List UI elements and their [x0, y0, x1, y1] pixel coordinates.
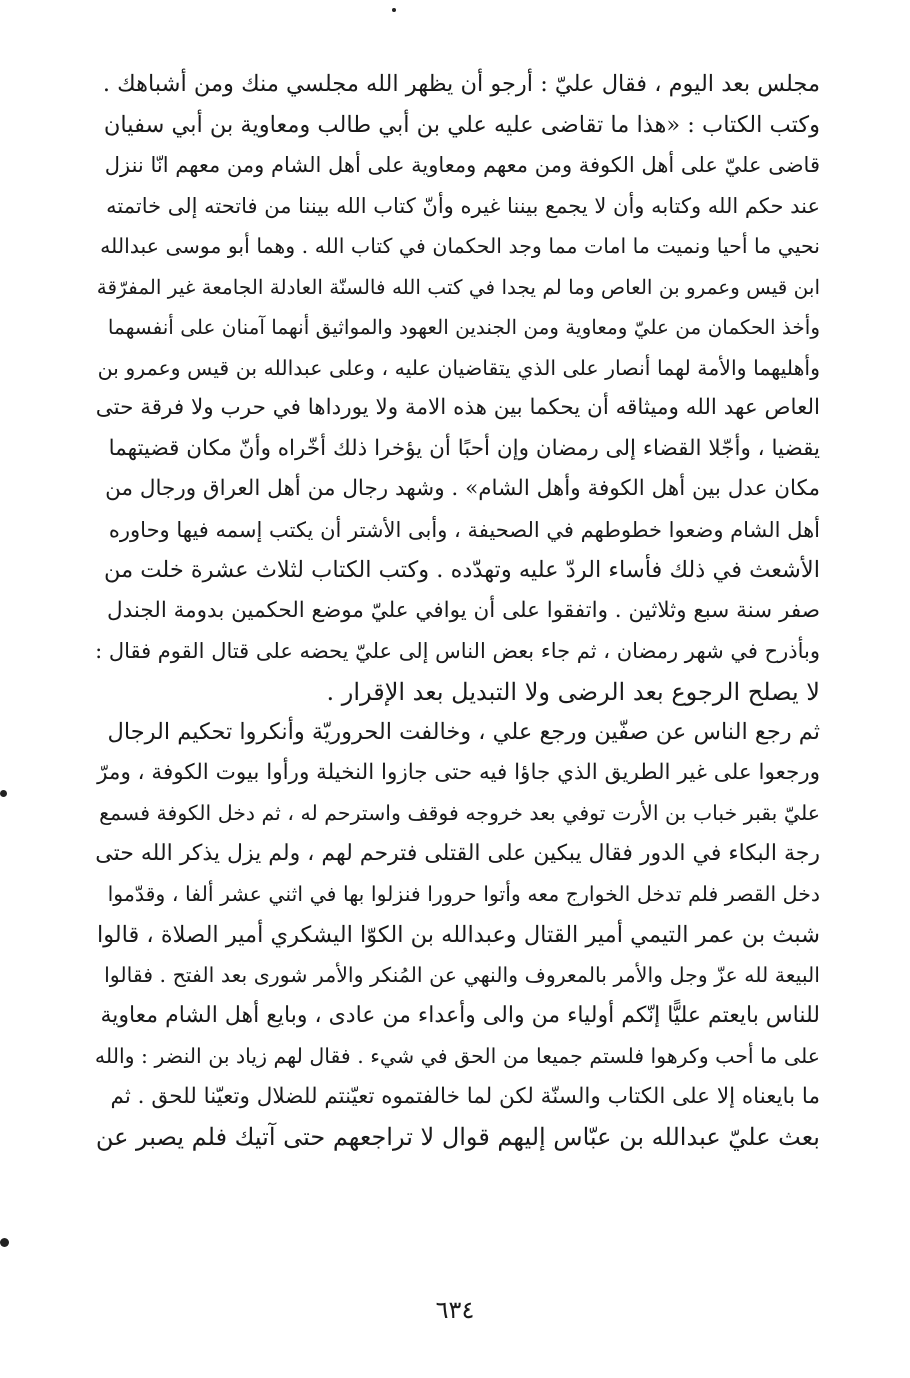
text-line: مكان عدل بين أهل الكوفة وأهل الشام» . وشهد رجال من أهل العراق ورجال من: [105, 476, 820, 501]
body-text: [95, 64, 820, 1158]
text-line: نحيي ما أحيا ونميت ما امات مما وجد الحكمان في كتاب الله . وهما أبو موسى عبدالله: [100, 234, 820, 258]
text-line: لا يصلح الرجوع بعد الرضى ولا التبديل بعد الإقرار .: [326, 677, 820, 706]
text-line: وبأذرح في شهر رمضان ، ثم جاء بعض الناس إلى عليّ يحضه على قتال القوم فقال :: [95, 639, 820, 663]
text-line: العاص عهد الله وميثاقه أن يحكما بين هذه الامة ولا يورداها في حرب ولا فرقة حتى: [95, 395, 820, 420]
text-line: عليّ بقبر خباب بن الأرت توفي بعد خروجه فوقف واسترحم له ، ثم دخل الكوفة فسمع: [99, 801, 820, 825]
text-line: قاضى عليّ على أهل الكوفة ومن معهم ومعاوية على أهل الشام ومن معهم انّا ننزل: [104, 153, 820, 177]
text-line: أهل الشام وضعوا خطوطهم في الصحيفة ، وأبى الأشتر أن يكتب إسمه فيها وحاوره: [108, 517, 820, 542]
text-line: شبث بن عمر التيمي أمير القتال وعبدالله بن الكوّا اليشكري أمير الصلاة ، قالوا: [96, 921, 820, 948]
page-number: ٦٣٤: [435, 1296, 475, 1324]
text-line: ورجعوا على غير الطريق الذي جاؤا فيه حتى جازوا النخيلة ورأوا بيوت الكوفة ، ومرّ: [97, 759, 820, 785]
text-line: الأشعث في ذلك فأساء الردّ عليه وتهدّده . وكتب الكتاب لثلاث عشرة خلت من: [103, 557, 820, 583]
text-line: للناس بايعتم عليًّا إنّكم أولياء من والى وأعداء من عادى ، وبايع أهل الشام معاوية: [100, 1002, 820, 1028]
text-line: ما بايعناه إلا على الكتاب والسنّة لكن لما خالفتموه تعيّنتم للضلال وتعيّنا للحق . ثم: [110, 1083, 820, 1109]
text-line: على ما أحب وكرهوا فلستم جميعا من الحق في شيء . فقال لهم زياد بن النضر : والله: [95, 1044, 820, 1068]
text-line: ثم رجع الناس عن صفّين ورجع علي ، وخالفت الحروريّة وأنكروا تحكيم الرجال: [107, 719, 820, 745]
text-line: وأهليهما والأمة لهما أنصار على الذي يتقاضيان عليه ، وعلى عبدالله بن قيس وعمرو بن: [97, 355, 820, 380]
text-line: صفر سنة سبع وثلاثين . واتفقوا على أن يوافي عليّ موضع الحكمين بدومة الجندل: [107, 597, 820, 623]
text-line: دخل القصر فلم تدخل الخوارج معه وأتوا حرورا فنزلوا بها في اثني عشر ألفا ، وقدّموا: [107, 882, 820, 906]
text-line: يقضيا ، وأجّلا القضاء إلى رمضان وإن أحبًا أن يؤخرا ذلك أخّراه وأنّ مكان قضيتهما: [108, 435, 820, 461]
text-line: مجلس بعد اليوم ، فقال عليّ : أرجو أن يظهر الله مجلسي منك ومن أشباهك .: [102, 71, 820, 97]
text-line: ابن قيس وعمرو بن العاص وما لم يجدا في كتب الله فالسنّة العادلة الجامعة غير المفرّقة: [96, 274, 820, 299]
text-line: وكتب الكتاب : «هذا ما تقاضى عليه علي بن أبي طالب ومعاوية بن أبي سفيان: [103, 111, 820, 138]
scan-speck: [0, 790, 7, 797]
text-line: بعث عليّ عبدالله بن عبّاس إليهم قوال لا تراجعهم حتى آتيك فلم يصبر عن: [95, 1123, 820, 1151]
text-line: رجة البكاء في الدور فقال يبكين على القتلى فترحم لهم ، ولم يزل يذكر الله حتى: [95, 840, 820, 866]
text-line: وأخذ الحكمان من عليّ ومعاوية ومن الجندين العهود والمواثيق أنهما آمنان على أنفسهما: [107, 315, 820, 339]
scan-speck: [392, 8, 396, 12]
scan-speck: [0, 1238, 9, 1247]
text-line: البيعة لله عزّ وجل والأمر بالمعروف والنهي عن المُنكر والأمر شورى بعد الفتح . فقالوا: [104, 963, 820, 987]
text-line: عند حكم الله وكتابه وأن لا يجمع بيننا غيره وأنّ كتاب الله بيننا من فاتحته إلى خاتمته: [106, 193, 820, 218]
